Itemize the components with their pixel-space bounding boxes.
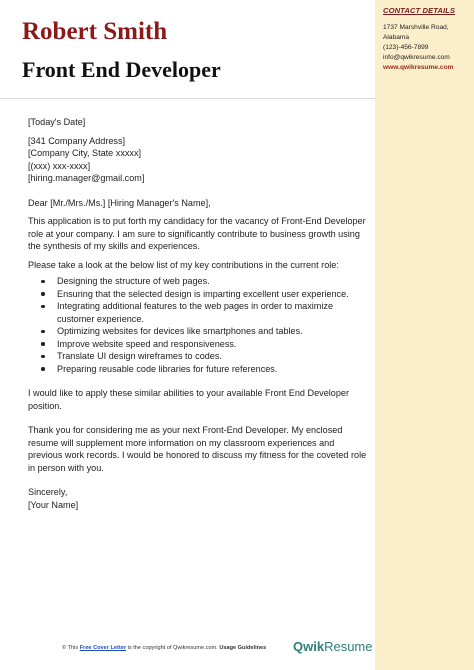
recipient-address: [341 Company Address] (28, 135, 126, 146)
recipient-city: [Company City, State xxxxx] (28, 148, 142, 158)
letter-body (28, 116, 370, 511)
phone-number: (123)-456-7899 (383, 44, 429, 51)
website-link[interactable]: www.qwikresume.com (383, 64, 454, 71)
usage-guidelines-link[interactable]: Usage Guidelines (219, 645, 267, 651)
footer (0, 639, 375, 657)
contact-info (383, 23, 468, 73)
email-address[interactable]: info@qwikresume.com (383, 54, 450, 61)
contact-details-heading: CONTACT DETAILS (383, 6, 456, 15)
address-line-2: Alabama (383, 34, 410, 41)
recipient-phone: [(xxx) xxx-xxxx] (28, 160, 91, 171)
signature: [Your Name] (28, 499, 79, 510)
contact-sidebar (375, 0, 474, 670)
paragraph-intro: This application is to put forth my candidacy for the vacancy of Front-End Developer role at your company. I am sure to significantly contribute to business growth using the synthesis of my skills and experiences. (28, 216, 366, 251)
list-item: Designing the structure of web pages. (28, 275, 370, 288)
applicant-name: Robert Smith (22, 18, 168, 45)
free-cover-letter-link[interactable]: Free Cover Letter (79, 645, 127, 651)
address-line-1: 1737 Marshville Road, (383, 24, 449, 31)
paragraph-apply: I would like to apply these similar abilities to your available Front End Developer position. (28, 388, 349, 411)
letter-date: [Today's Date] (28, 117, 86, 127)
paragraph-thanks: Thank you for considering me as your next Front-End Developer. My enclosed resume will supplement more information on my classroom experiences and previous work records. I would be honored to discuss my fitness for the coveted role in person with you. (28, 425, 367, 473)
copyright-icon: © (62, 645, 67, 651)
header-divider (0, 98, 375, 99)
copyright-notice: © This Free Cover Letter is the copyright of Qwikresume.com. Usage Guidelines (62, 645, 267, 651)
list-item: Improve website speed and responsiveness. (28, 338, 370, 351)
list-item: Translate UI design wireframes to codes. (28, 350, 370, 363)
list-item: Integrating additional features to the web pages in order to maximize customer experience. (28, 300, 370, 325)
salutation: Dear [Mr./Mrs./Ms.] [Hiring Manager's Name], (28, 197, 211, 208)
recipient-email: [hiring.manager@gmail.com] (28, 173, 145, 183)
paragraph-contributions-intro: Please take a look at the below list of my key contributions in the current role: (28, 259, 339, 270)
closing: Sincerely, (28, 487, 68, 497)
list-item: Ensuring that the selected design is imparting excellent user experience. (28, 288, 370, 301)
job-title: Front End Developer (22, 57, 221, 82)
contributions-list (28, 275, 370, 375)
qwikresume-logo: QwikResume (293, 639, 373, 654)
list-item: Preparing reusable code libraries for future references. (28, 363, 370, 376)
list-item: Optimizing websites for devices like smartphones and tables. (28, 325, 370, 338)
